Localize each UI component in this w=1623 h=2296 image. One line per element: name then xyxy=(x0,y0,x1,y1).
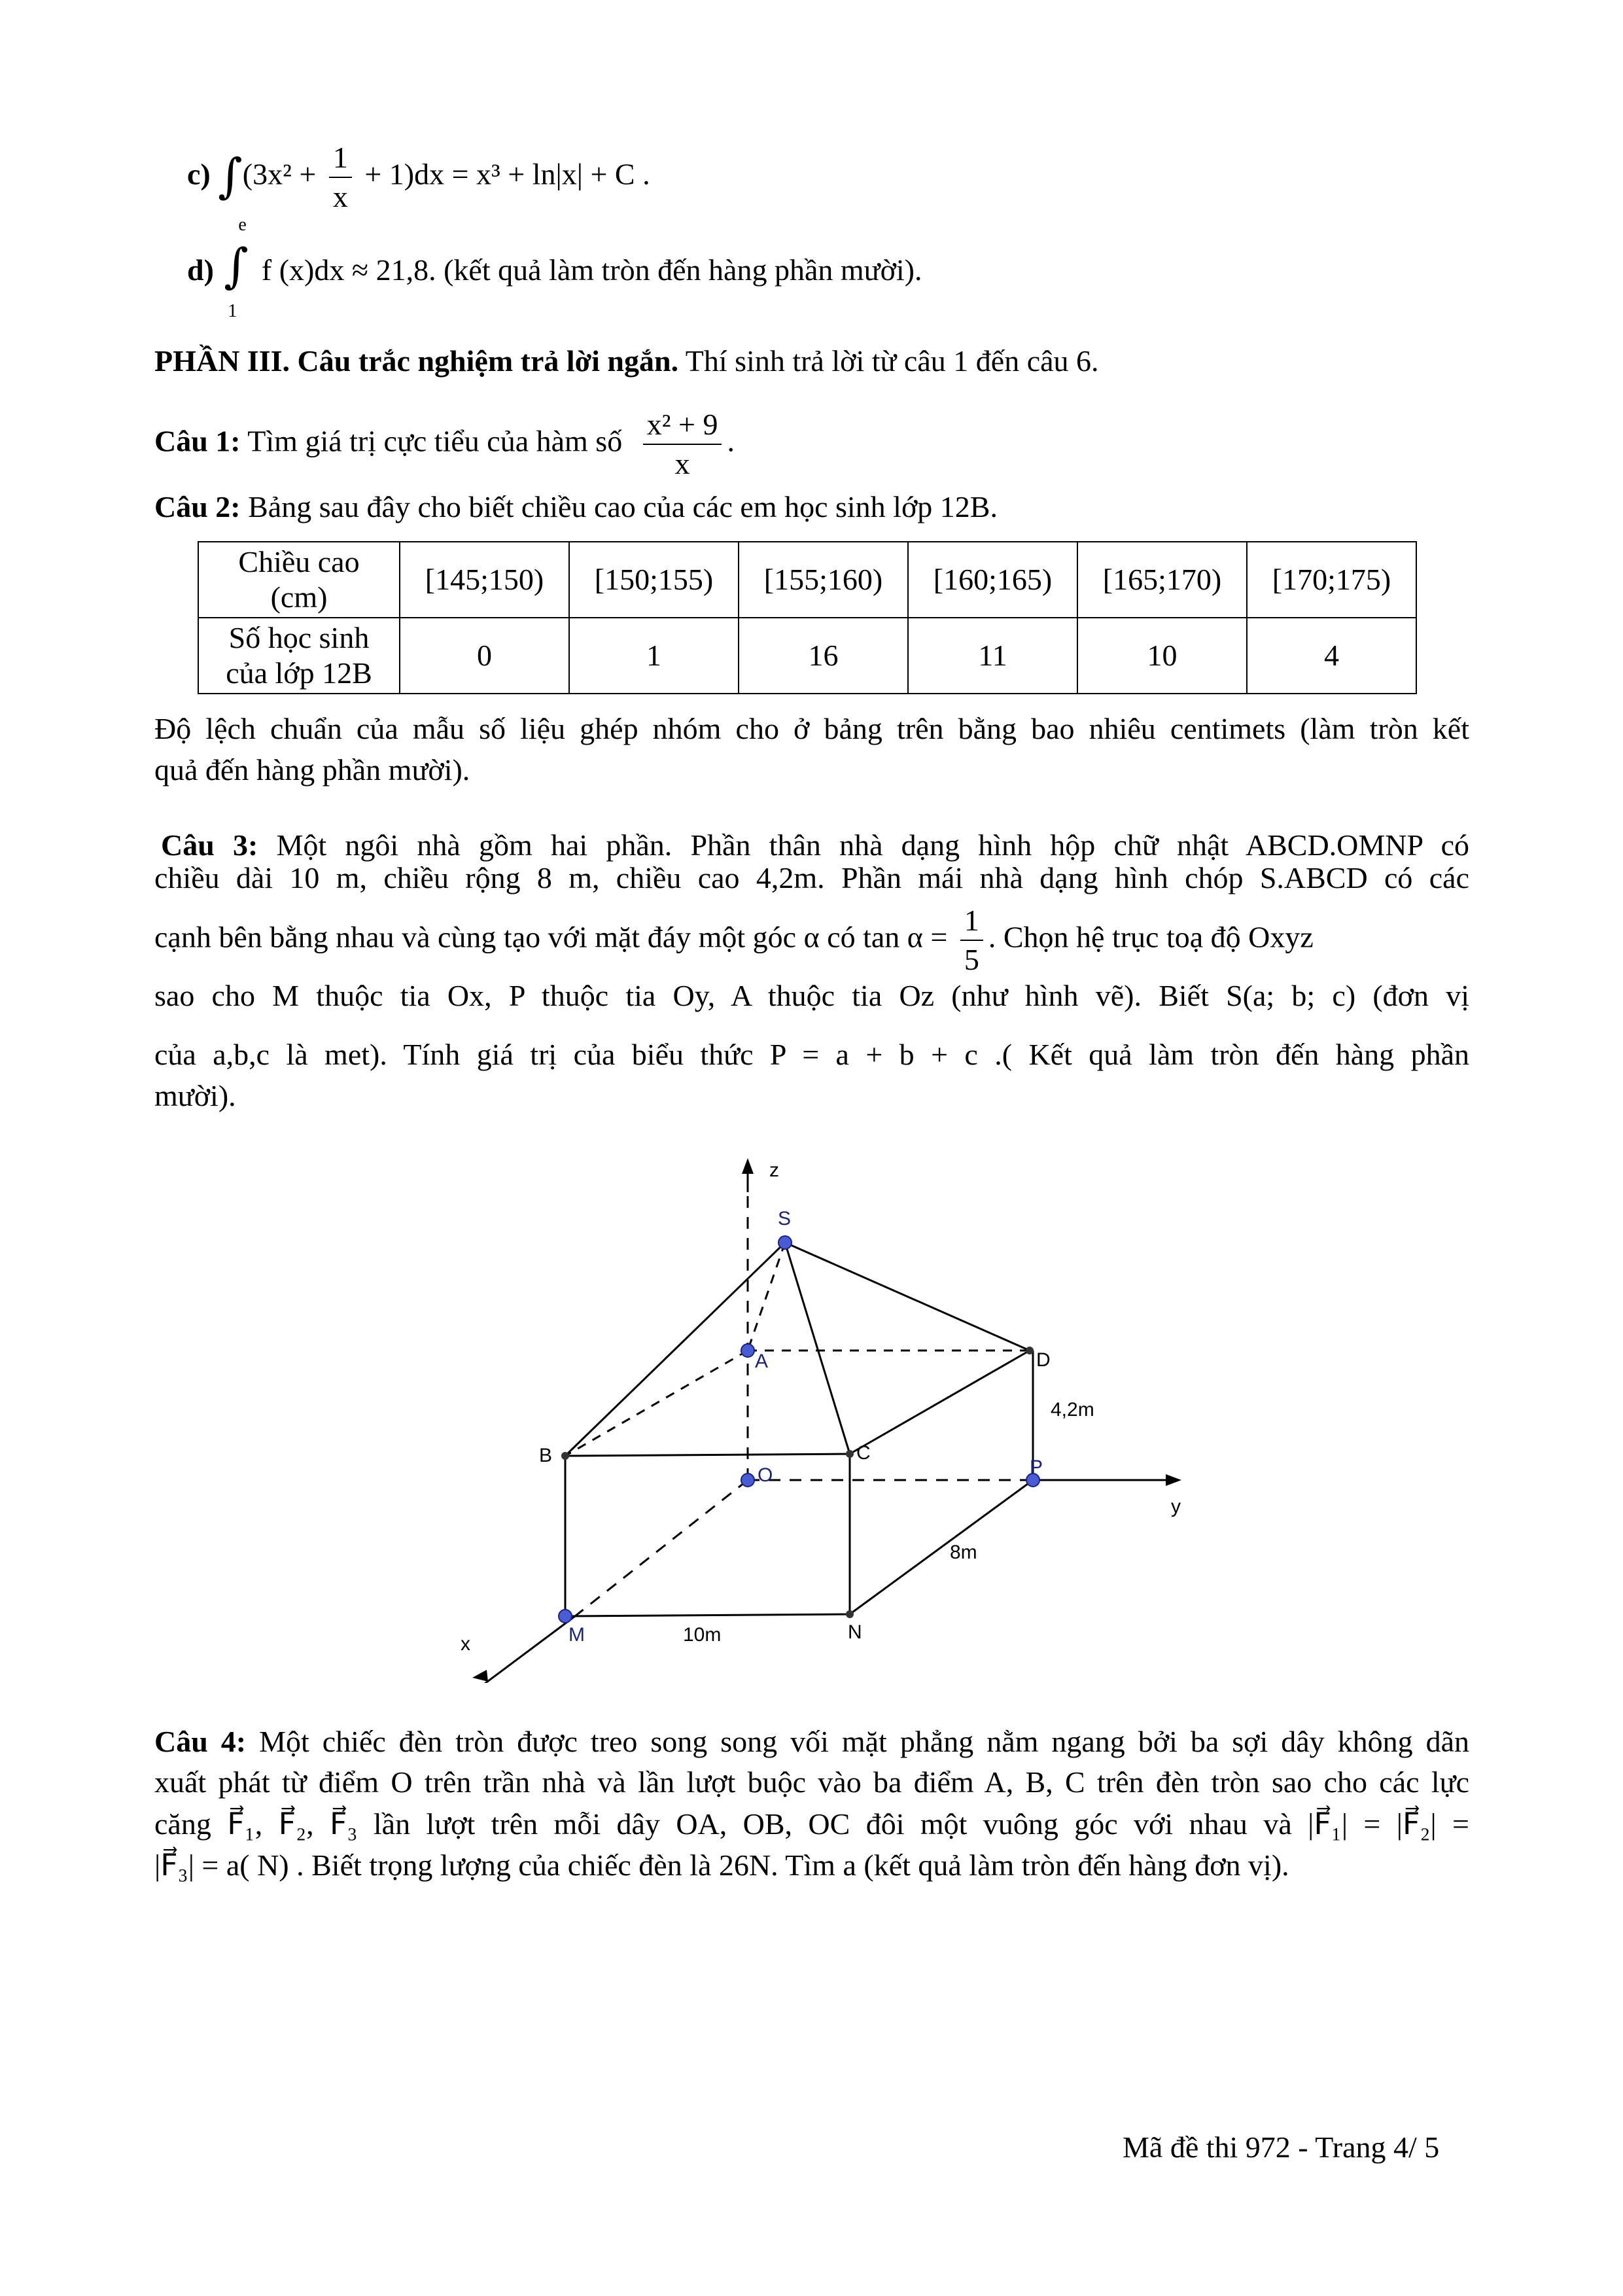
point-M xyxy=(559,1610,572,1623)
question-1-fraction xyxy=(643,406,722,483)
question-3-line-5: của a,b,c là met). Tính giá trị của biểu thức P = a + b + c .( Kết quả làm tròn đến hàng phần xyxy=(154,1038,1469,1071)
statement-d-note: . (kết quả làm tròn đến hàng phần mười). xyxy=(428,253,922,287)
table-header-count xyxy=(198,618,400,694)
question-2 xyxy=(154,489,998,524)
fraction-numerator: 1 xyxy=(960,902,983,941)
statement-c-integrand: (3x² + xyxy=(242,157,324,191)
table-cell: [155;160) xyxy=(739,542,908,618)
header-line: (cm) xyxy=(270,580,328,614)
height-frequency-table xyxy=(198,541,1417,694)
table-cell: 11 xyxy=(908,618,1077,694)
table-cell: [150;155) xyxy=(569,542,739,618)
question-4-label: Câu 4: xyxy=(154,1725,247,1758)
table-cell: [165;170) xyxy=(1077,542,1247,618)
point-N xyxy=(846,1610,854,1618)
question-3-text-3a: cạnh bên bằng nhau và cùng tạo với mặt đáy một góc α có tan α = xyxy=(154,920,948,954)
table-cell: 10 xyxy=(1077,618,1247,694)
question-1-text: Tìm giá trị cực tiểu của hàm số xyxy=(240,424,623,458)
point-D xyxy=(1026,1347,1034,1354)
statement-c-label: c) xyxy=(187,157,211,191)
label-S: S xyxy=(778,1208,792,1229)
question-4-line-1 xyxy=(154,1724,1469,1759)
table-header-height xyxy=(198,542,400,618)
question-1-label: Câu 1: xyxy=(154,424,241,458)
question-4-line-3: căng F⃗₁, F⃗₂, F⃗₃ lần lượt trên mỗi dây OA, OB, OC đôi một vuông góc với nhau và |F⃗₁| = |F⃗₂| = xyxy=(154,1807,1469,1841)
tan-fraction xyxy=(960,902,983,979)
table-cell: 0 xyxy=(400,618,569,694)
fraction-denominator: x xyxy=(332,180,348,213)
table-cell: 16 xyxy=(739,618,908,694)
point-C xyxy=(846,1450,854,1458)
table-cell: [145;150) xyxy=(400,542,569,618)
statement-c-rest: + 1)dx = x³ + ln|x| + C . xyxy=(357,157,650,191)
label-O: O xyxy=(758,1464,773,1486)
label-height: 4,2m xyxy=(1051,1399,1094,1421)
question-3-label: Câu 3: xyxy=(161,828,258,862)
integral-sign-icon: ∫ xyxy=(224,238,249,293)
label-D: D xyxy=(1036,1349,1051,1371)
label-width: 8m xyxy=(950,1542,977,1563)
fraction-numerator: x² + 9 xyxy=(643,406,722,445)
question-4-text: Một chiếc đèn tròn được treo song song vối mặt phẳng nằm ngang bởi ba sợi dây không dãn xyxy=(246,1725,1470,1758)
integral-sign-icon: ∫ xyxy=(218,148,243,203)
question-3-line-2: chiều dài 10 m, chiều rộng 8 m, chiều cao 4,2m. Phần mái nhà dạng hình chóp S.ABCD có các xyxy=(154,861,1469,894)
fraction-numerator: 1 xyxy=(329,139,352,178)
table-cell: [170;175) xyxy=(1247,542,1416,618)
table-row xyxy=(198,618,1416,694)
statement-d-expr: f (x)dx ≈ 21,8 xyxy=(261,253,429,287)
label-x: x xyxy=(461,1633,470,1655)
header-line: Chiều cao xyxy=(238,545,360,578)
question-2-label: Câu 2: xyxy=(154,490,241,523)
house-figure xyxy=(434,1146,1196,1683)
question-2-after-1: Độ lệch chuẩn của mẫu số liệu ghép nhóm cho ở bảng trên bằng bao nhiêu centimets (làm tròn kết xyxy=(154,712,1469,745)
label-A: A xyxy=(755,1351,769,1372)
table-cell: 1 xyxy=(569,618,739,694)
statement-d-label: d) xyxy=(187,253,214,287)
definite-integral xyxy=(221,215,254,321)
label-B: B xyxy=(539,1445,553,1466)
integral-upper-limit: e xyxy=(238,215,247,235)
label-C: C xyxy=(856,1442,871,1464)
statement-d xyxy=(187,215,922,321)
point-S xyxy=(778,1236,792,1249)
point-A xyxy=(741,1344,754,1357)
table-row xyxy=(198,542,1416,618)
label-y: y xyxy=(1171,1496,1181,1517)
point-B xyxy=(561,1452,569,1460)
point-O xyxy=(741,1474,754,1487)
question-3-text-3b: . Chọn hệ trục toạ độ Oxyz xyxy=(988,920,1314,954)
question-1 xyxy=(154,406,735,483)
question-3-line-6: mười). xyxy=(154,1079,236,1112)
fraction-denominator: x xyxy=(674,447,690,480)
statement-c xyxy=(187,139,650,216)
part3-heading xyxy=(154,344,1099,378)
question-2-text: Bảng sau đây cho biết chiều cao của các em học sinh lớp 12B. xyxy=(240,490,998,523)
question-3-line-3 xyxy=(154,902,1469,979)
label-length: 10m xyxy=(683,1624,722,1646)
integral-lower-limit: 1 xyxy=(228,301,237,321)
question-3-line-4: sao cho M thuộc tia Ox, P thuộc tia Oy, A thuộc tia Oz (như hình vẽ). Biết S(a; b; c) (đơn vị xyxy=(154,979,1469,1012)
statement-c-fraction xyxy=(329,139,352,216)
question-3-line-1 xyxy=(161,828,1469,862)
header-line: của lớp 12B xyxy=(226,656,372,690)
page-footer: Mã đề thi 972 - Trang 4/ 5 xyxy=(1123,2130,1440,2164)
label-M: M xyxy=(568,1624,585,1646)
part3-instruction: Thí sinh trả lời từ câu 1 đến câu 6. xyxy=(678,344,1099,378)
question-4-line-2: xuất phát từ điểm O trên trần nhà và lần lượt buộc vào ba điểm A, B, C trên đèn tròn sao cho các lực xyxy=(154,1765,1469,1799)
question-4-line-4: |F⃗₃| = a( N) . Biết trọng lượng của chiếc đèn là 26N. Tìm a (kết quả làm tròn đến hàng đơn vị). xyxy=(154,1848,1289,1882)
table-cell: [160;165) xyxy=(908,542,1077,618)
label-N: N xyxy=(848,1621,862,1643)
question-2-after-2: quả đến hàng phần mười). xyxy=(154,753,470,786)
question-3-text: Một ngôi nhà gồm hai phần. Phần thân nhà dạng hình hộp chữ nhật ABCD.OMNP có xyxy=(258,828,1470,862)
question-1-end: . xyxy=(727,424,735,458)
part3-title: PHẦN III. Câu trắc nghiệm trả lời ngắn. xyxy=(154,344,679,378)
header-line: Số học sinh xyxy=(228,621,370,654)
label-z: z xyxy=(769,1159,779,1181)
table-cell: 4 xyxy=(1247,618,1416,694)
fraction-denominator: 5 xyxy=(964,943,979,976)
label-P: P xyxy=(1030,1457,1043,1478)
